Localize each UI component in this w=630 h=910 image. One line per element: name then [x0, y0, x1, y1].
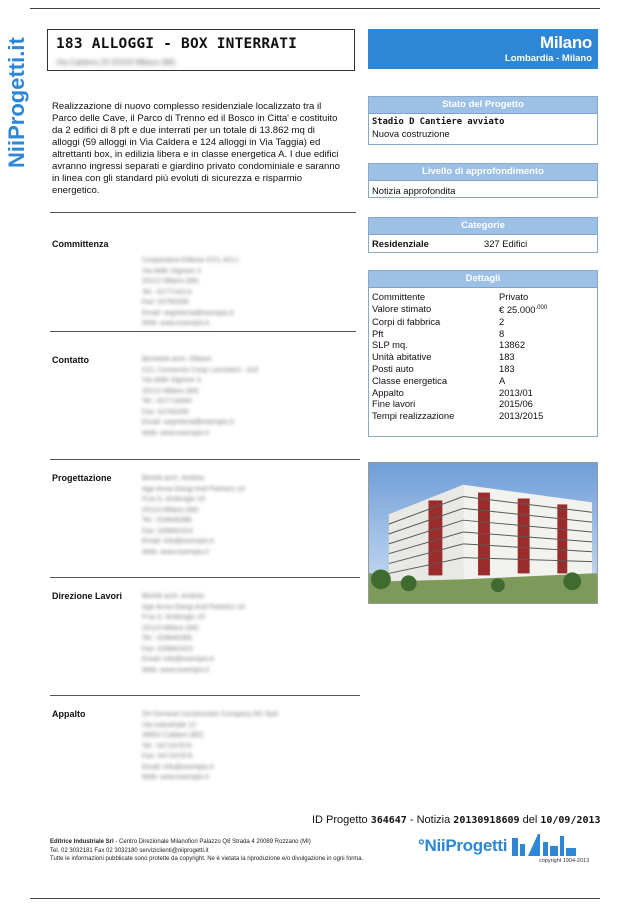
dettagli-key: Committente	[372, 291, 426, 302]
project-description: Realizzazione di nuovo complesso residenziale localizzato tra il Parco delle Cave, il Parco di Trenno ed il Bosco in Citta' e costituito da 2 edifici di 8 pft e due interrati per un totale di 13.862 mq di alloggi (59 alloggi in Via Caldera e 124 alloggi in Via Taggia) ed altrettanti box, in edilizia libera e in classe energetica A. I due edifici avranno ingressi separati e giardino privato condominiale e saranno in linea con gli standard più evoluti di sicurezza e risparmio energetico.	[52, 101, 340, 196]
project-rendering-image	[368, 462, 598, 604]
publisher-info	[50, 838, 363, 864]
niiprogetti-vertical-logo	[2, 30, 30, 170]
categoria-value: 327 Edifici	[484, 238, 528, 249]
publisher-address: - Centro Direzionale Milanofiori Palazzo Q8 Strada 4 20089 Rozzano (MI)	[113, 839, 311, 845]
categorie-header: Categorie	[369, 218, 597, 235]
contact-label-direzione-lavori: Direzione Lavori	[52, 591, 123, 601]
dettagli-value: 2013/01	[499, 386, 533, 398]
dettagli-row	[372, 351, 594, 363]
livello-value: Notizia approfondita	[372, 185, 456, 196]
id-label: ID Progetto	[312, 814, 368, 826]
dettagli-value-sup: .000	[535, 304, 548, 311]
contact-label-contatto: Contatto	[52, 355, 89, 365]
dettagli-key: Unità abitative	[372, 351, 432, 363]
logo-text: °NiiProgetti	[418, 836, 508, 855]
dettagli-panel	[368, 270, 598, 437]
del-label: del	[522, 814, 538, 826]
dettagli-value: A	[499, 374, 506, 386]
location-box	[368, 29, 598, 69]
contact-info-appalto: ZH General Construction Company AG SpA Via Industriale 12 39052 Caldaro (BZ) Tel.: 047167670 Fax: 047167670 Email: info@esempio.it Web: www.esempio.it	[142, 711, 279, 781]
dettagli-rows	[369, 288, 597, 424]
logo-text: NiiProgetti.it	[4, 37, 29, 168]
dettagli-value: 183	[499, 351, 515, 363]
livello-header: Livello di approfondimento	[369, 164, 597, 181]
top-divider	[30, 8, 600, 9]
dettagli-row	[372, 375, 594, 387]
dettagli-row	[372, 387, 594, 399]
dettagli-key: Pft	[372, 327, 384, 339]
dettagli-value: 183	[499, 362, 515, 374]
dettagli-key: SLP mq.	[372, 339, 408, 351]
dettagli-value: 2013/2015	[499, 410, 544, 422]
dettagli-key: Appalto	[372, 386, 404, 398]
project-address: Via Caldera 23 20153 Milano (MI)	[56, 58, 176, 67]
contact-label-committenza: Committenza	[52, 239, 109, 249]
stato-header: Stato del Progetto	[369, 97, 597, 114]
publisher-name: Editrice Industriale Srl	[50, 839, 114, 845]
divider	[50, 577, 360, 578]
copyright-note: copyright 1904-2013	[539, 858, 590, 864]
divider	[50, 695, 360, 696]
dettagli-value: 2	[499, 315, 505, 327]
footer-project-id	[312, 814, 601, 826]
dettagli-row	[372, 303, 594, 316]
dettagli-row	[372, 316, 594, 328]
dettagli-row	[372, 291, 594, 303]
project-title-box	[47, 29, 355, 71]
dettagli-row	[372, 328, 594, 340]
dettagli-key: Corpi di fabbrica	[372, 315, 441, 327]
notizia-id: 20130918609	[453, 815, 520, 826]
bottom-divider	[30, 898, 600, 899]
dettagli-value: € $25.000^{.000}$	[499, 303, 548, 315]
dettagli-value: 13862	[499, 339, 526, 351]
divider	[50, 331, 356, 332]
dettagli-value: 8	[499, 327, 505, 339]
livello-panel	[368, 163, 598, 198]
stato-title: Stadio D Cantiere avviato	[372, 117, 505, 127]
publisher-contacts: Tel. 02 3032181 Fax 02 3032180 serviziclienti@niiprogetti.it	[50, 847, 209, 854]
dettagli-key: Tempi realizzazione	[372, 410, 455, 422]
categorie-panel	[368, 217, 598, 253]
dettagli-key: Classe energetica	[372, 374, 448, 386]
dettagli-key: Valore stimato	[372, 302, 432, 314]
project-title: 183 ALLOGGI - BOX INTERRATI	[56, 36, 298, 52]
niiprogetti-logo	[418, 832, 578, 856]
categoria-label: Residenziale	[372, 238, 429, 249]
dettagli-row	[372, 410, 594, 422]
dettagli-row	[372, 339, 594, 351]
city-name: Milano	[539, 33, 592, 52]
copyright-disclaimer: Tutte le informazioni pubblicate sono protette da copyright. Ne è vietata la riproduzione e/o divulgazione in ogni forma.	[50, 856, 364, 862]
dettagli-value: Privato	[499, 291, 529, 302]
contact-info-committenza: Cooperativa Edilizia ICCL ACLI Via delle Signore 3 20122 Milano (MI) Tel.: 027714214 Fax: 02760256 Email: segreteria@esempio.it Web: www.esempio.it	[142, 257, 239, 327]
contact-info-direzione-lavori: Beretti arch. Andrea Age Anna Giorgi And Partners srl P.za S. Ambrogio 16 20123 Milano (MI) Tel.: 028645386 Fax: 028692423 Email: info@esempio.it Web: www.esempio.it	[142, 593, 245, 674]
contact-info-contatto: Bertolotti arch. Ottavio CCL Consorzio Coop Lavoratori - Acli Via delle Signore 3 20122 Milano (MI) Tel.: 027716300 Fax: 02760256 Email: segreteria@esempio.it Web: www.esempio.it	[142, 356, 259, 437]
dettagli-key: Posti auto	[372, 362, 414, 374]
dettagli-row	[372, 398, 594, 410]
dettagli-header: Dettagli	[369, 271, 597, 288]
contact-info-progettazione: Beretti arch. Andrea Age Anna Giorgi And Partners srl P.za S. Ambrogio 16 20123 Milano (MI) Tel.: 028645386 Fax: 028692423 Email: info@esempio.it Web: www.esempio.it	[142, 475, 245, 556]
contact-label-appalto: Appalto	[52, 709, 86, 719]
skyline-icon	[510, 832, 578, 856]
dettagli-row	[372, 363, 594, 375]
stato-subtitle: Nuova costruzione	[372, 128, 450, 139]
contact-label-progettazione: Progettazione	[52, 473, 112, 483]
stato-panel	[368, 96, 598, 145]
divider	[50, 212, 356, 213]
divider	[50, 459, 360, 460]
notizia-label: - Notizia	[409, 814, 451, 826]
dettagli-key: Fine lavori	[372, 398, 416, 410]
notizia-date: 10/09/2013	[540, 815, 601, 826]
dettagli-value: 2015/06	[499, 398, 533, 410]
project-id: 364647	[370, 815, 407, 826]
region-name: Lombardia - Milano	[504, 53, 592, 64]
